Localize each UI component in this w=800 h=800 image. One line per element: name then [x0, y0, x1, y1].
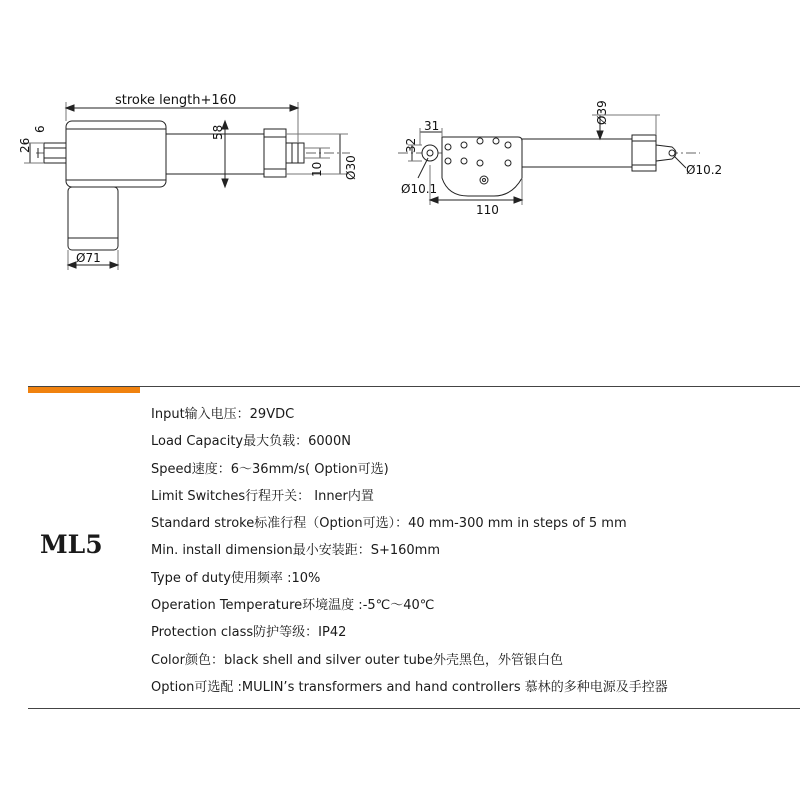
spec-speed: Speed速度：6～36mm/s( Option可选): [151, 461, 389, 477]
spec-protection-class: Protection class防护等级：IP42: [151, 625, 347, 641]
dim-dia30: Ø30: [344, 155, 358, 180]
top-view: [398, 115, 700, 205]
spec-duty-type: Type of duty使用频率 :10%: [151, 570, 321, 586]
accent-bar: [28, 387, 140, 393]
dim-stroke-length: stroke length+160: [115, 93, 237, 108]
dim-dia10-2: Ø10.2: [686, 163, 723, 177]
spec-standard-stroke: Standard stroke标准行程（Option可选）：40 mm-300 mm in steps of 5 mm: [151, 516, 627, 532]
spec-limit-switches: Limit Switches行程开关： Inner内置: [151, 488, 374, 504]
side-view: [24, 102, 350, 270]
technical-drawing: [0, 0, 800, 300]
spec-min-install-dimension: Min. install dimension最小安装距：S+160mm: [151, 543, 441, 559]
dim-6: 6: [33, 125, 47, 133]
dim-10: 10: [310, 161, 324, 177]
spec-load-capacity: Load Capacity最大负载：6000N: [151, 434, 351, 450]
dim-110: 110: [476, 203, 499, 217]
spec-option: Option可选配 :MULIN’s transformers and hand controllers 慕林的多种电源及手控器: [151, 679, 668, 695]
dim-dia71: Ø71: [76, 251, 101, 265]
model-name: ML5: [40, 530, 103, 559]
spec-list: [151, 401, 668, 701]
bottom-rule: [28, 708, 800, 709]
dim-26: 26: [18, 137, 32, 153]
dim-32: 32: [404, 137, 418, 153]
spec-operation-temperature: Operation Temperature环境温度 :-5℃～40℃: [151, 598, 435, 614]
spec-input: Input输入电压：29VDC: [151, 407, 295, 422]
dim-58: 58: [211, 124, 225, 140]
dim-31: 31: [424, 119, 440, 133]
dim-dia39: Ø39: [595, 100, 609, 125]
top-rule: [28, 386, 800, 387]
dim-dia10-1: Ø10.1: [401, 182, 438, 196]
spec-color: Color颜色：black shell and silver outer tube外壳黑色，外管银白色: [151, 652, 564, 668]
